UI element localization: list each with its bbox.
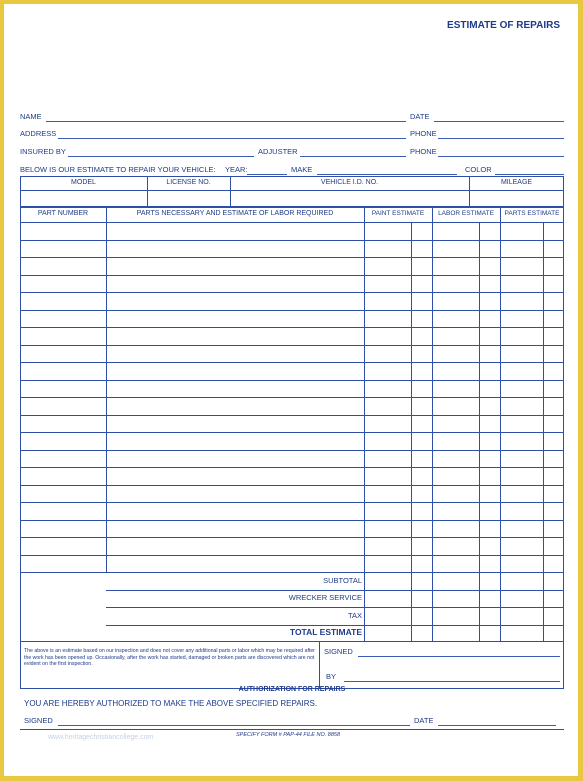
grid-row-line	[20, 520, 564, 521]
grid-row-line	[20, 415, 564, 416]
grid-col-line	[364, 207, 365, 642]
grid-row-line	[20, 380, 564, 381]
total-label: TOTAL ESTIMATE	[289, 627, 362, 637]
grid-row-line	[20, 327, 564, 328]
grid-row-line	[20, 240, 564, 241]
grid-row-line	[106, 625, 564, 626]
by-field[interactable]	[324, 672, 560, 683]
grid-row-line	[20, 485, 564, 486]
authorization-heading: AUTHORIZATION FOR REPAIRS	[238, 686, 346, 693]
model-header: MODEL	[71, 179, 96, 186]
grid-row-line	[20, 257, 564, 258]
year-field[interactable]	[225, 165, 291, 176]
insured-by-label: INSURED BY	[20, 147, 66, 156]
grid-row-line	[20, 432, 564, 433]
auth-date-label: DATE	[414, 716, 434, 725]
watermark: www.heritagechristiancollege.com	[48, 734, 154, 741]
phone2-label: PHONE	[410, 147, 437, 156]
address-label: ADDRESS	[20, 129, 57, 138]
vehicle-intro: BELOW IS OUR ESTIMATE TO REPAIR YOUR VEHICLE:	[20, 165, 216, 174]
license-header: LICENSE NO.	[166, 179, 211, 186]
grid-row-line	[20, 555, 564, 556]
by-label: BY	[326, 672, 337, 681]
adjuster-field[interactable]	[258, 147, 410, 158]
wrecker-label: WRECKER SERVICE	[288, 593, 362, 602]
grid-row-line	[106, 590, 564, 591]
insured-by-field[interactable]	[20, 147, 258, 158]
mileage-header: MILEAGE	[500, 179, 533, 186]
date-label: DATE	[410, 112, 430, 121]
subtotal-label: SUBTOTAL	[323, 576, 362, 585]
grid-row-line	[20, 222, 564, 223]
parts-desc-header: PARTS NECESSARY AND ESTIMATE OF LABOR REQUIRED	[136, 210, 334, 217]
vin-header: VEHICLE I.D. NO.	[320, 179, 379, 186]
form-footer: SPECIFY FORM # PAP-44 FILE NO. 8858	[236, 732, 341, 738]
adjuster-label: ADJUSTER	[258, 147, 298, 156]
year-label: YEAR:	[225, 165, 248, 174]
grid-row-line	[20, 310, 564, 311]
color-field[interactable]	[465, 165, 564, 176]
authorization-statement: YOU ARE HEREBY AUTHORIZED TO MAKE THE ABOVE SPECIFIED REPAIRS.	[24, 699, 318, 708]
grid-row-line	[20, 450, 564, 451]
grid-row-line	[20, 502, 564, 503]
auth-date-field[interactable]	[414, 716, 556, 727]
auth-signed-field[interactable]	[24, 716, 410, 727]
make-field[interactable]	[291, 165, 461, 176]
grid-col-line	[479, 222, 480, 642]
grid-row-line	[20, 467, 564, 468]
name-label: NAME	[20, 112, 42, 121]
grid-row-line	[20, 397, 564, 398]
form-title: ESTIMATE OF REPAIRS	[447, 20, 560, 31]
part-number-header: PART NUMBER	[37, 210, 89, 217]
phone2-field[interactable]	[410, 147, 564, 158]
grid-row-line	[20, 537, 564, 538]
grid-row-line	[20, 572, 564, 573]
signed-field[interactable]	[324, 647, 560, 658]
signed-label: SIGNED	[324, 647, 353, 656]
grid-row-line	[20, 292, 564, 293]
address-field[interactable]	[20, 129, 410, 140]
make-label: MAKE	[291, 165, 313, 174]
labor-header: LABOR ESTIMATE	[438, 210, 494, 217]
parts-est-header: PARTS ESTIMATE	[504, 210, 560, 217]
grid-col-line	[411, 222, 412, 642]
grid-row-line	[20, 345, 564, 346]
grid-row-line	[20, 275, 564, 276]
disclaimer-text: The above is an estimate based on our inspection and does not cover any additional parts or labor which may be required after the work has been opened up. Occasionally, after the work has started, damaged or broken parts are discovered which are not evident on the first inspection.	[24, 648, 315, 667]
date-field[interactable]	[410, 112, 564, 123]
phone-label: PHONE	[410, 129, 437, 138]
auth-signed-label: SIGNED	[24, 716, 53, 725]
name-field[interactable]	[20, 112, 410, 123]
tax-label: TAX	[347, 611, 362, 620]
grid-col-line	[500, 207, 501, 642]
form-sheet	[4, 4, 578, 776]
grid-row-line	[106, 607, 564, 608]
grid-col-line	[106, 207, 107, 572]
phone-field[interactable]	[410, 129, 564, 140]
color-label: COLOR	[465, 165, 492, 174]
grid-col-line	[432, 207, 433, 642]
grid-row-line	[20, 362, 564, 363]
grid-col-line	[543, 222, 544, 642]
paint-header: PAINT ESTIMATE	[371, 210, 425, 217]
